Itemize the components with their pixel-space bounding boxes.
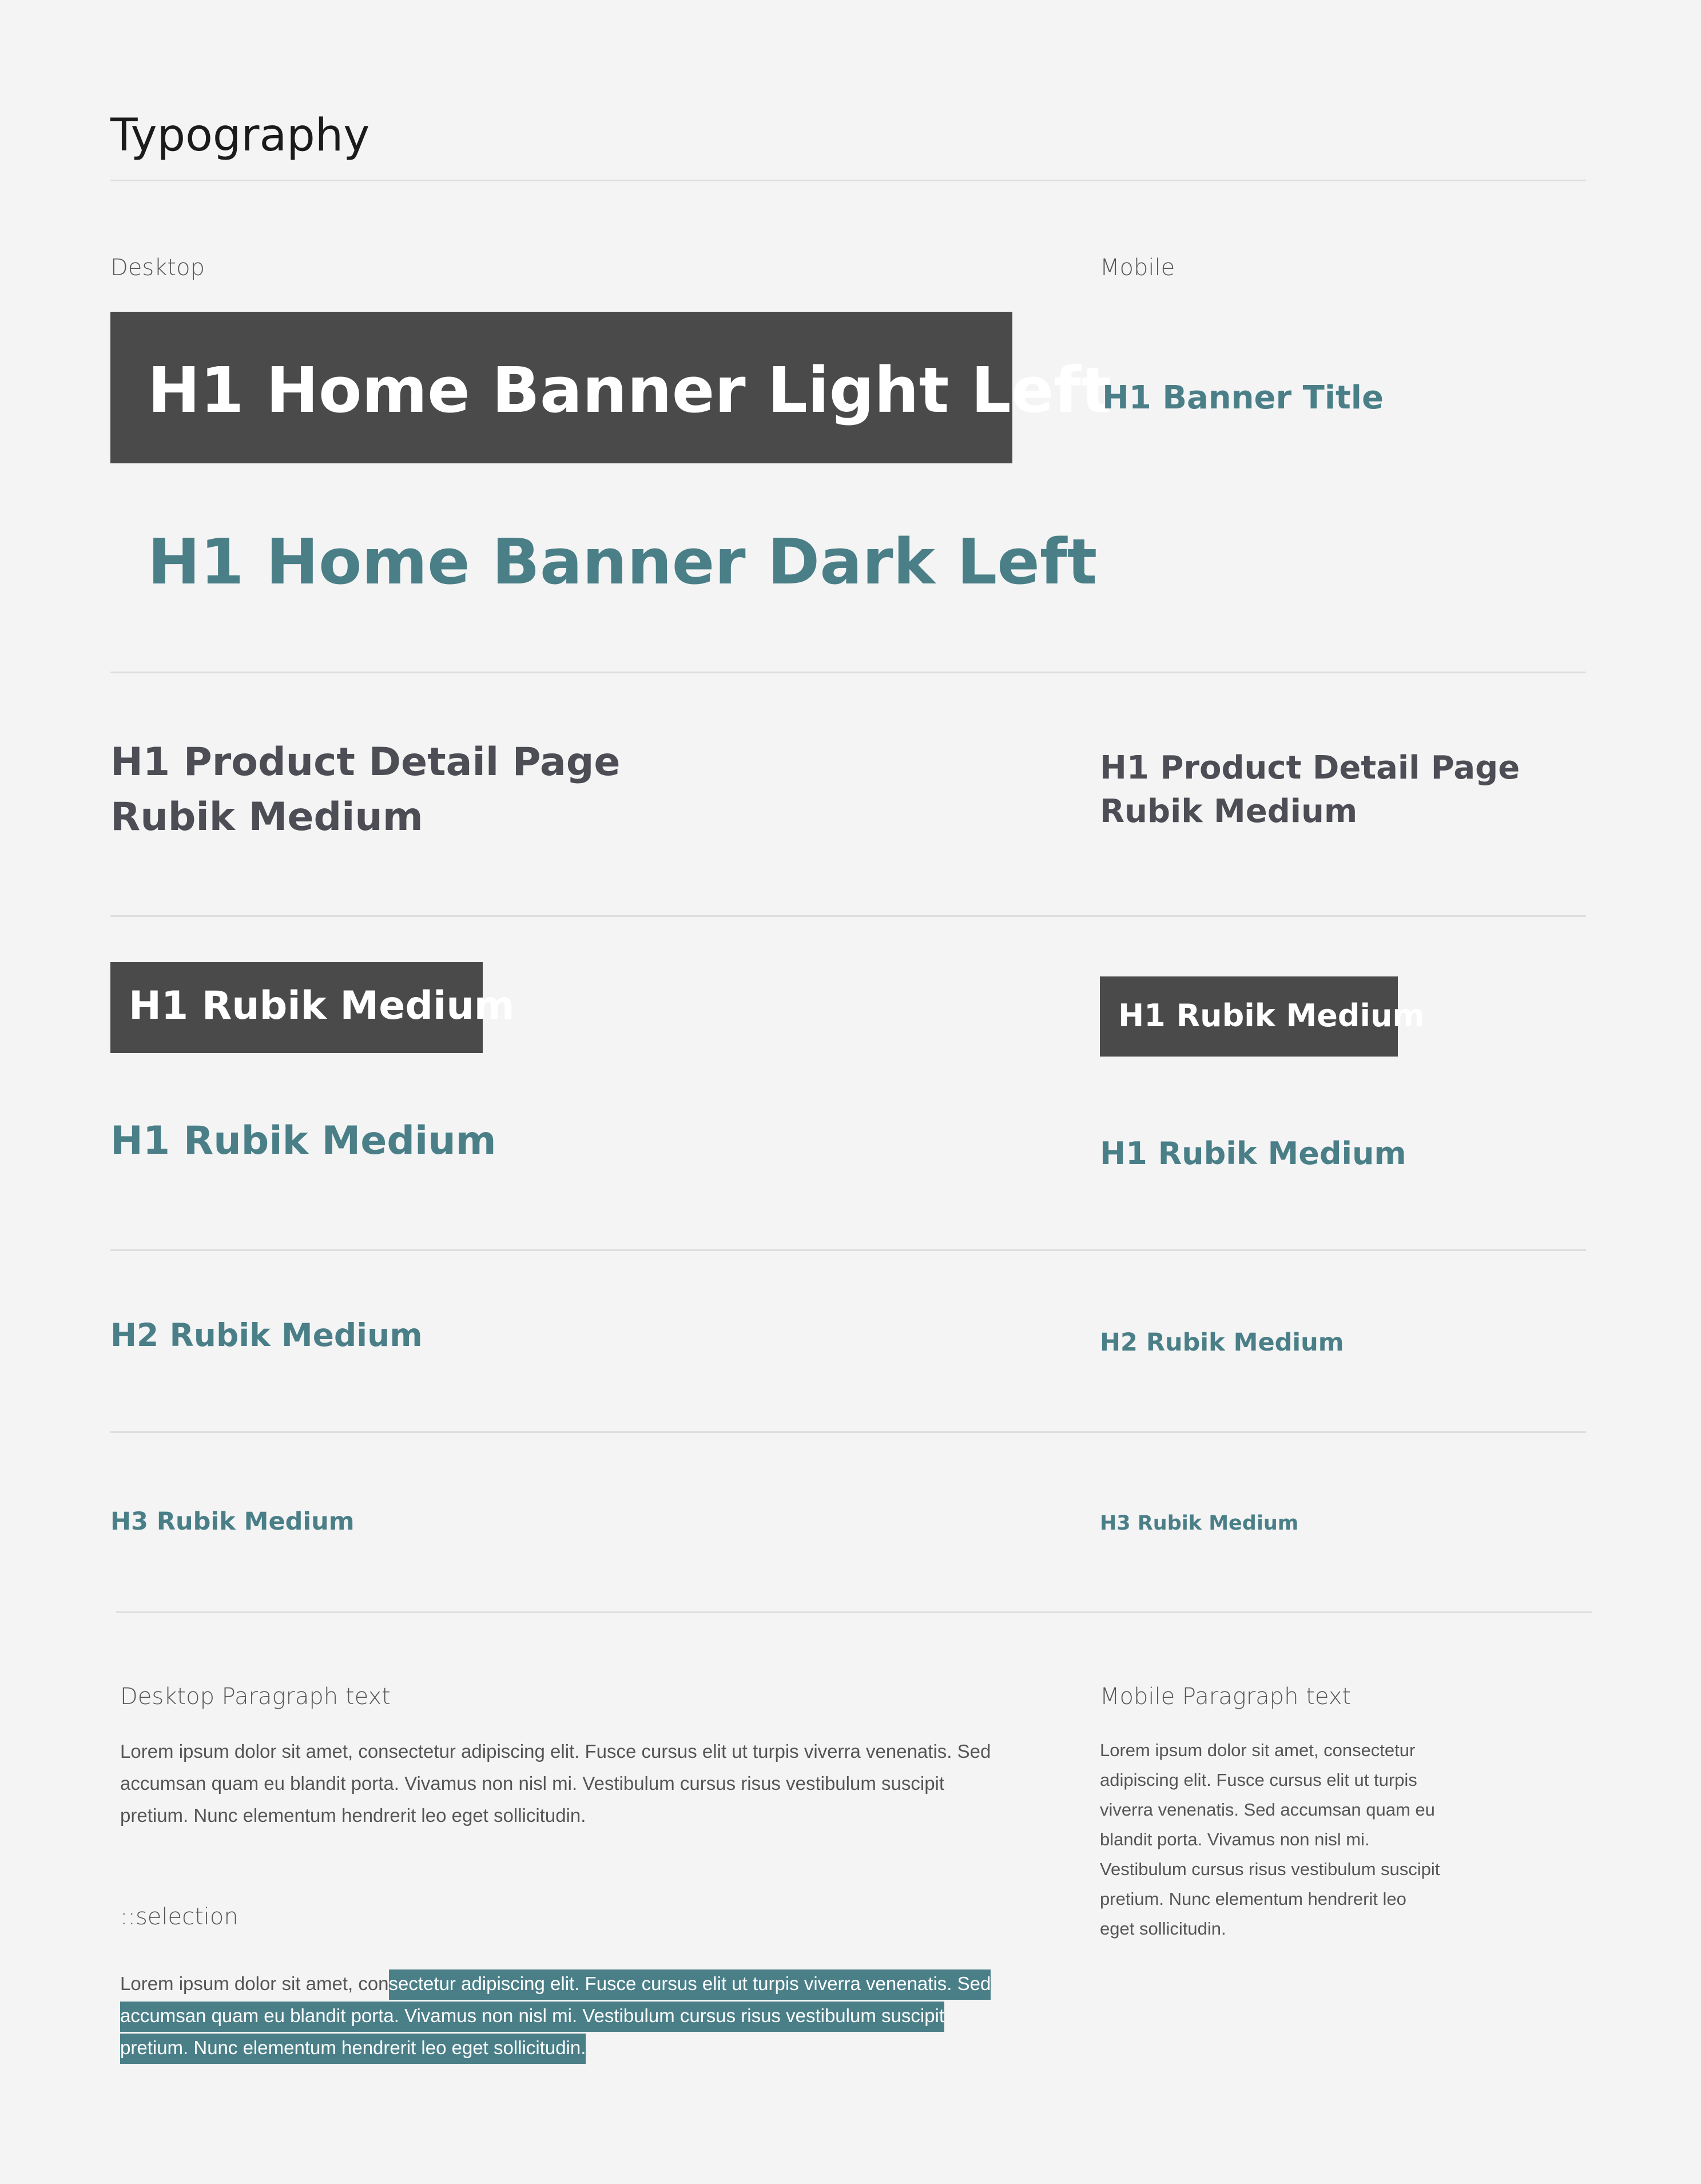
h2-desktop: H2 Rubik Medium (110, 1317, 423, 1353)
mobile-paragraph: Lorem ipsum dolor sit amet, consectetur adipiscing elit. Fusce cursus elit ut turpis viverra venenatis. Sed accumsan quam eu blandit porta. Vivamus non nisl mi. Vestibulum cursus risus vestibulum suscipit pretium. Nunc elementum hendrerit leo eget sollicitudin. (1100, 1740, 1440, 1939)
pdp-mobile-line1: H1 Product Detail Page (1100, 749, 1520, 787)
h1-product-detail-mobile (1100, 746, 1520, 833)
selection-label: ::selection (120, 1904, 239, 1930)
selection-highlighted-text[interactable]: sectetur adipiscing elit. Fusce cursus elit ut turpis viverra venenatis. Sed accumsan quam eu blandit porta. Vivamus non nisl mi. Vestibulum cursus risus vestibulum suscipit pretium. Nunc elementum hendrerit leo eget sollicitudin. (120, 1969, 991, 2064)
pdp-desktop-line2: Rubik Medium (110, 795, 423, 840)
h1-boxed-desktop: H1 Rubik Medium (129, 983, 515, 1029)
section-divider (110, 1431, 1586, 1433)
mobile-column-label: Mobile (1100, 255, 1175, 281)
h1-boxed-mobile: H1 Rubik Medium (1118, 998, 1425, 1034)
title-divider (110, 180, 1586, 181)
desktop-paragraph-label: Desktop Paragraph text (120, 1683, 391, 1710)
h1-product-detail-desktop (110, 735, 621, 845)
h1-banner-title-mobile: H1 Banner Title (1102, 379, 1384, 416)
selection-paragraph (120, 1968, 1012, 2064)
h2-mobile: H2 Rubik Medium (1100, 1328, 1344, 1357)
desktop-paragraph: Lorem ipsum dolor sit amet, consectetur adipiscing elit. Fusce cursus elit ut turpis viverra venenatis. Sed accumsan quam eu blandit porta. Vivamus non nisl mi. Vestibulum cursus risus vestibulum suscipit pretium. Nunc elementum hendrerit leo eget sollicitudin. (120, 1741, 991, 1826)
h1-teal-mobile: H1 Rubik Medium (1100, 1135, 1406, 1172)
section-divider (110, 1249, 1586, 1251)
mobile-paragraph-label: Mobile Paragraph text (1100, 1683, 1352, 1710)
section-divider (116, 1611, 1592, 1613)
selection-unselected-text: Lorem ipsum dolor sit amet, con (120, 1973, 389, 1994)
section-divider (110, 915, 1586, 917)
h3-desktop: H3 Rubik Medium (110, 1507, 355, 1536)
pdp-desktop-line1: H1 Product Detail Page (110, 740, 621, 785)
h3-mobile: H3 Rubik Medium (1100, 1512, 1299, 1535)
h1-teal-desktop: H1 Rubik Medium (110, 1118, 496, 1164)
h1-home-banner-dark-left: H1 Home Banner Dark Left (148, 525, 1098, 598)
page-title: Typography (110, 110, 370, 161)
h1-home-banner-light-left: H1 Home Banner Light Left (148, 354, 1111, 427)
pdp-mobile-line2: Rubik Medium (1100, 793, 1358, 830)
desktop-column-label: Desktop (110, 255, 205, 281)
section-divider (110, 672, 1586, 673)
